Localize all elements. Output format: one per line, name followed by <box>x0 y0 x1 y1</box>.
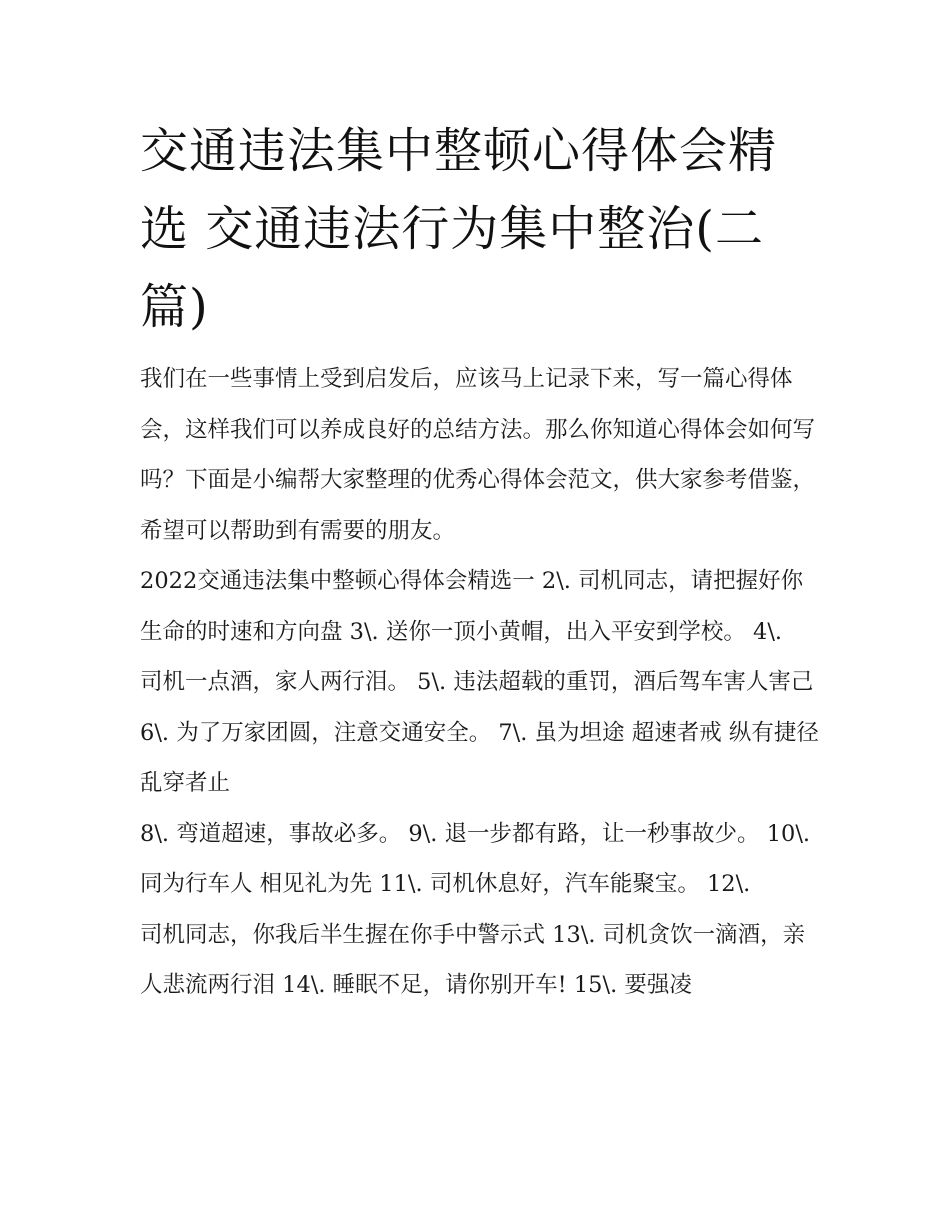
body-paragraph: 8\. 弯道超速，事故必多。 9\. 退一步都有路，让一秒事故少。 10\. 同为行车人 相见礼为先 11\. 司机休息好，汽车能聚宝。 12\. <box>140 820 811 897</box>
body-paragraph: 司机一点酒，家人两行泪。 5\. 违法超载的重罚，酒后驾车害人害己 6\. 为了万家团圆，注意交通安全。 7\. 虽为坦途 超速者戒 纵有捷径 乱穿者止 <box>140 669 819 796</box>
document-body <box>140 112 820 1011</box>
document-title: 交通违法集中整顿心得体会精选 交通违法行为集中整治(二篇) <box>140 123 778 335</box>
body-paragraph: 2022交通违法集中整顿心得体会精选一 2\. 司机同志，请把握好你生命的时速和方向盘 3\. 送你一顶小黄帽，出入平安到学校。 4\. <box>140 568 804 645</box>
intro-paragraph: 我们在一些事情上受到启发后，应该马上记录下来，写一篇心得体会，这样我们可以养成良好的总结方法。那么你知道心得体会如何写吗？下面是小编帮大家整理的优秀心得体会范文，供大家参考借鉴，希望可以帮助到有需要的朋友。 <box>140 366 816 544</box>
body-paragraph: 司机同志，你我后半生握在你手中警示式 13\. 司机贪饮一滴酒，亲人悲流两行泪 14\. 睡眠不足，请你别开车! 15\. 要强凌 <box>140 921 806 998</box>
